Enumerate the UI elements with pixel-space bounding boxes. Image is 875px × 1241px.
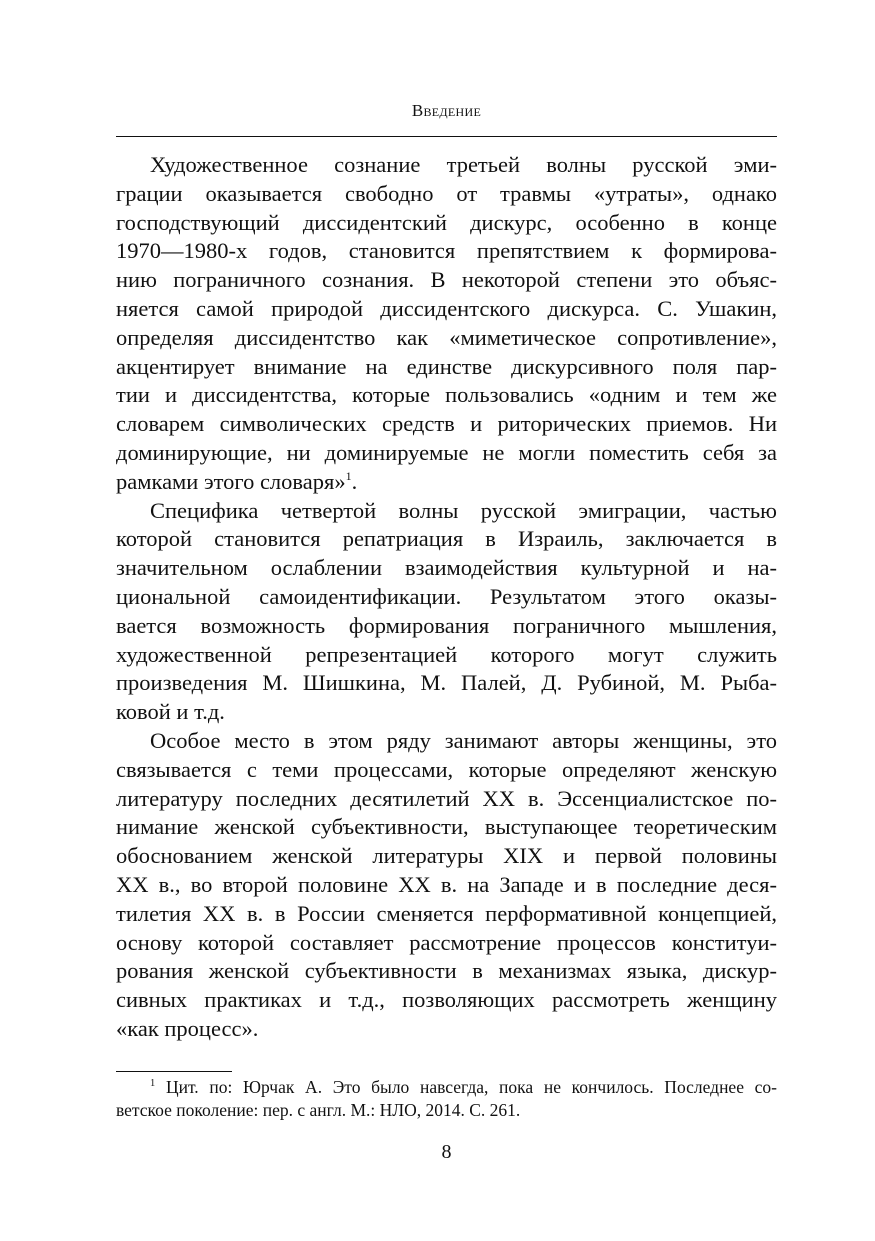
text-line: художественной репрезентацией которого могут служить: [116, 641, 777, 667]
text-line: рования женской субъективности в механизмах языка, дискур-: [116, 958, 777, 984]
text-line: 1970—1980-х годов, становится препятствием к формирова-: [116, 238, 777, 264]
text-line: определяя диссидентство как «миметическое сопротивление»,: [116, 324, 777, 350]
footnote-reference[interactable]: 1: [345, 468, 352, 483]
text-line: доминирующие, ни доминируемые не могли поместить себя за: [116, 439, 777, 465]
text-line: вается возможность формирования пограничного мышления,: [116, 612, 777, 638]
paragraph-3: [116, 727, 777, 1044]
text-line: грации оказывается свободно от травмы «утраты», однако: [116, 180, 777, 206]
text-line: тии и диссидентства, которые пользовались «одним и тем же: [116, 382, 777, 408]
footnote-line: ветское поколение: пер. с англ. М.: НЛО, 2014. С. 261.: [116, 1099, 521, 1120]
text-line: основу которой составляет рассмотрение процессов конституи-: [116, 929, 777, 955]
header-rule: [116, 136, 777, 137]
text-line: Особое место в этом ряду занимают авторы женщины, это: [150, 727, 777, 753]
text-line-last: рамками этого словаря»$^1$.: [116, 468, 358, 494]
footnote-number: 1: [150, 1078, 156, 1089]
running-header: Введение: [411, 101, 482, 120]
footnote: [116, 1076, 777, 1121]
text-line: циональной самоидентификации. Результатом этого оказы-: [116, 583, 777, 609]
text-line: господствующий диссидентский дискурс, особенно в конце: [116, 209, 777, 235]
text-line: словарем символических средств и риторических приемов. Ни: [116, 411, 777, 437]
paragraph-1: [116, 151, 777, 497]
text-line-last: ковой и т.д.: [116, 699, 225, 725]
text-line: нимание женской субъективности, выступающее теоретическим: [116, 814, 777, 840]
text-line: XX в., во второй половине XX в. на Западе и в последние деся-: [116, 871, 777, 897]
body-text: [116, 151, 777, 1044]
text-line: произведения М. Шишкина, М. Палей, Д. Рубиной, М. Рыба-: [116, 670, 777, 696]
page-number: 8: [441, 1141, 452, 1163]
text-line: Художественное сознание третьей волны русской эми-: [150, 152, 777, 177]
footnote-text: Цит. по: Юрчак А. Это было навсегда, пока не кончилось. Последнее со-: [165, 1077, 778, 1097]
text-line: которой становится репатриация в Израиль, заключается в: [116, 526, 777, 552]
text-line: значительном ослаблении взаимодействия культурной и на-: [116, 555, 777, 581]
text-line: нию пограничного сознания. В некоторой степени это объяс-: [116, 267, 777, 293]
text-line-last: «как процесс».: [116, 1015, 259, 1041]
footnote-rule: [116, 1071, 232, 1072]
text-line-content: рамками этого словаря»: [116, 468, 346, 494]
text-line: обоснованием женской литературы XIX и первой половины: [116, 843, 777, 869]
text-line: няется самой природой диссидентского дискурса. С. Ушакин,: [116, 295, 777, 321]
text-line: акцентирует внимание на единстве дискурсивного поля пар-: [116, 353, 777, 379]
text-line: литературу последних десятилетий XX в. Эссенциалистское по-: [116, 785, 777, 811]
text-line: связывается с теми процессами, которые определяют женскую: [116, 756, 777, 782]
text-line: Специфика четвертой волны русской эмиграции, частью: [150, 497, 777, 523]
text-line: тилетия XX в. в России сменяется перформативной концепцией,: [116, 900, 777, 926]
paragraph-2: [116, 497, 777, 727]
footnote-line: [116, 1076, 777, 1099]
text-line: сивных практиках и т.д., позволяющих рассмотреть женщину: [116, 987, 777, 1013]
